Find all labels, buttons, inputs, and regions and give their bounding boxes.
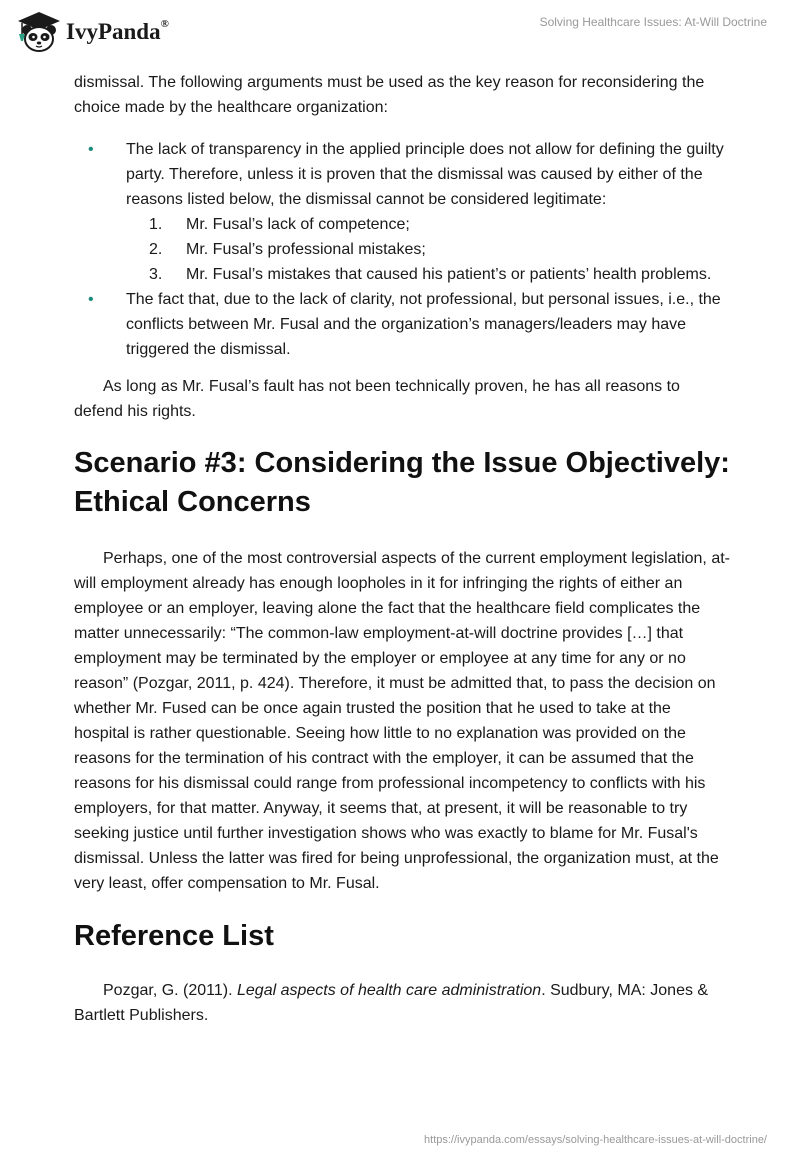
list-item bbox=[74, 287, 730, 362]
essay-content bbox=[74, 70, 730, 1028]
reasons-list bbox=[126, 212, 730, 287]
reference-title: Legal aspects of health care administration bbox=[237, 982, 542, 999]
conclusion-paragraph: As long as Mr. Fusal’s fault has not been technically proven, he has all reasons to defend his rights. bbox=[74, 378, 680, 420]
list-item bbox=[74, 137, 730, 287]
references-heading: Reference List bbox=[74, 920, 274, 952]
argument-list bbox=[74, 137, 730, 362]
item-number: 2. bbox=[149, 241, 163, 258]
bullet-icon: • bbox=[88, 141, 94, 158]
panda-graduate-icon bbox=[16, 10, 62, 54]
numbered-item bbox=[74, 212, 730, 237]
item-number: 1. bbox=[149, 216, 163, 233]
bullet-icon: • bbox=[88, 291, 94, 308]
numbered-item bbox=[74, 262, 730, 287]
numbered-item-text: Mr. Fusal’s professional mistakes; bbox=[186, 241, 426, 258]
source-url[interactable]: https://ivypanda.com/essays/solving-healthcare-issues-at-will-doctrine/ bbox=[424, 1134, 767, 1146]
numbered-item-text: Mr. Fusal’s mistakes that caused his patient’s or patients’ health problems. bbox=[186, 266, 712, 283]
list-item-text: The lack of transparency in the applied principle does not allow for defining the guilty party. Therefore, unless it is proven that the dismissal was caused by either of the reasons listed below, the dismissal cannot be considered legitimate: bbox=[126, 141, 724, 208]
reference-entry: Pozgar, G. (2011). Legal aspects of health care administration. Sudbury, MA: Jones & Bartlett Publishers. bbox=[74, 982, 709, 1024]
numbered-item-text: Mr. Fusal’s lack of competence; bbox=[186, 216, 410, 233]
document-title: Solving Healthcare Issues: At-Will Doctrine bbox=[539, 15, 767, 29]
page-header bbox=[0, 0, 800, 70]
intro-paragraph: dismissal. The following arguments must be used as the key reason for reconsidering the choice made by the healthcare organization: bbox=[74, 74, 705, 116]
brand-name: IvyPanda® bbox=[66, 18, 169, 44]
numbered-item bbox=[74, 237, 730, 262]
ivypanda-logo[interactable] bbox=[16, 10, 169, 54]
section-heading: Scenario #3: Considering the Issue Objectively: Ethical Concerns bbox=[74, 447, 730, 518]
item-number: 3. bbox=[149, 266, 163, 283]
body-paragraph: Perhaps, one of the most controversial aspects of the current employment legislation, at-will employment already has enough loopholes in it for infringing the rights of either an employee or an employer, leaving alone the fact that the healthcare field complicates the matter unnecessarily: “The common-law employment-at-will doctrine provides […] that employment may be terminated by the employer or employee at any time for any or no reason” (Pozgar, 2011, p. 424). Therefore, it must be admitted that, to pass the decision on whether Mr. Fused can be once again trusted the position that he used to take at the hospital is rather questionable. Seeing how little to no explanation was provided on the reasons for the termination of his contract with the employer, it can be assumed that the reasons for his dismissal could range from professional incompetency to conflicts with his employers, for that matter. Anyway, it seems that, at present, it will be reasonable to try seeking justice until further investigation shows who was exactly to blame for Mr. Fusal's dismissal. Unless the latter was fired for being unprofessional, the organization must, at the very least, offer compensation to Mr. Fusal. bbox=[74, 550, 730, 892]
list-item-text: The fact that, due to the lack of clarity, not professional, but personal issues, i.e., the conflicts between Mr. Fusal and the organization’s managers/leaders may have triggered the dismissal. bbox=[126, 291, 721, 358]
